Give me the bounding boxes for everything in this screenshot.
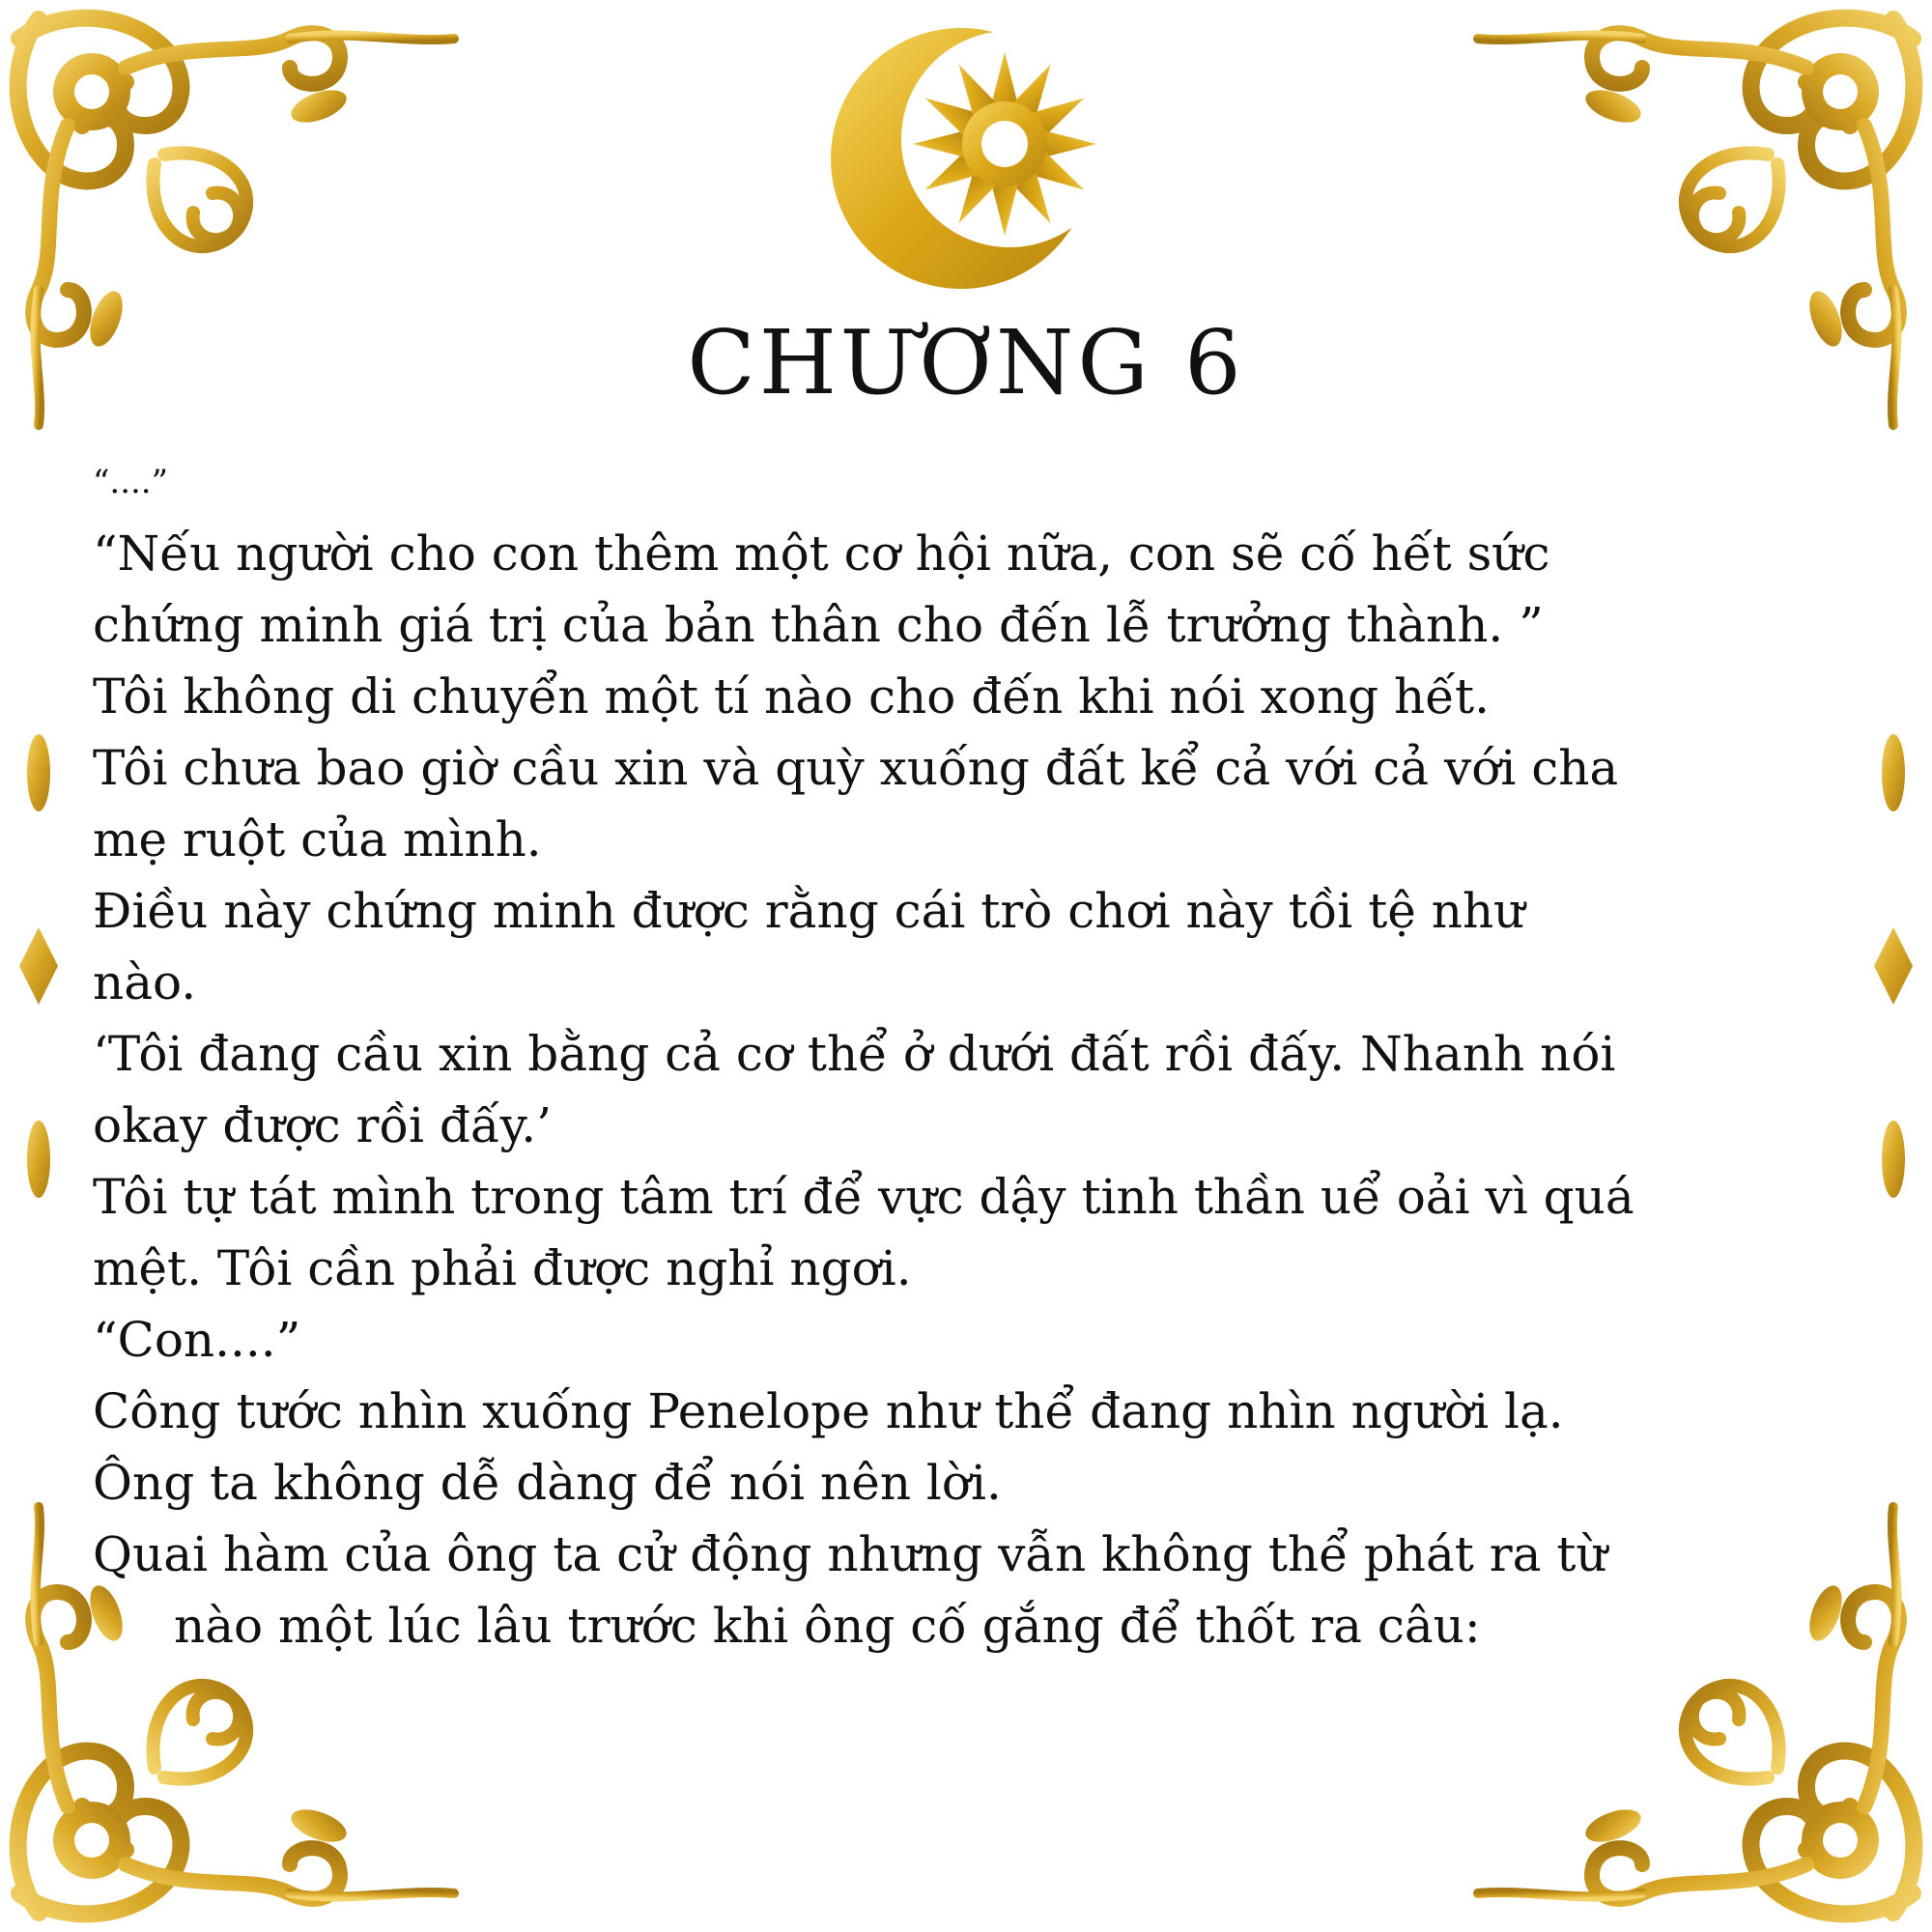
chapter-title: CHƯƠNG 6 — [687, 311, 1245, 414]
text-line: Ông ta không dễ dàng để nói nên lời. — [93, 1455, 1002, 1511]
text-line: okay được rồi đấy.’ — [93, 1097, 552, 1153]
crescent-moon-sun-icon — [831, 14, 1111, 294]
text-line: “Nếu người cho con thêm một cơ hội nữa, con sẽ cố hết sức — [93, 526, 1550, 582]
text-line: nào một lúc lâu trước khi ông cố gắng để thốt ra câu: — [174, 1598, 1481, 1654]
text-line: Tôi tự tát mình trong tâm trí để vực dậy tinh thần uể oải vì quá — [93, 1169, 1634, 1225]
text-line: Điều này chứng minh được rằng cái trò chơi này tồi tệ như — [93, 883, 1525, 939]
text-line: nào. — [93, 954, 197, 1010]
text-line: Công tước nhìn xuống Penelope như thể đang nhìn người lạ. — [93, 1383, 1564, 1439]
text-line: mệt. Tôi cần phải được nghỉ ngơi. — [93, 1240, 912, 1296]
chapter-body — [93, 446, 1870, 1662]
text-line: chứng minh giá trị của bản thân cho đến lễ trưởng thành. ” — [93, 597, 1544, 653]
text-line: Tôi chưa bao giờ cầu xin và quỳ xuống đất kể cả với cả với cha — [93, 740, 1619, 796]
text-line: “Con....” — [93, 1312, 301, 1368]
text-line: “....” — [93, 463, 168, 501]
text-line: Quai hàm của ông ta cử động nhưng vẫn không thể phát ra từ — [93, 1526, 1607, 1582]
text-line: Tôi không di chuyển một tí nào cho đến khi nói xong hết. — [93, 668, 1490, 724]
text-line: mẹ ruột của mình. — [93, 811, 542, 867]
text-line: ‘Tôi đang cầu xin bằng cả cơ thể ở dưới đất rồi đấy. Nhanh nói — [93, 1026, 1616, 1082]
